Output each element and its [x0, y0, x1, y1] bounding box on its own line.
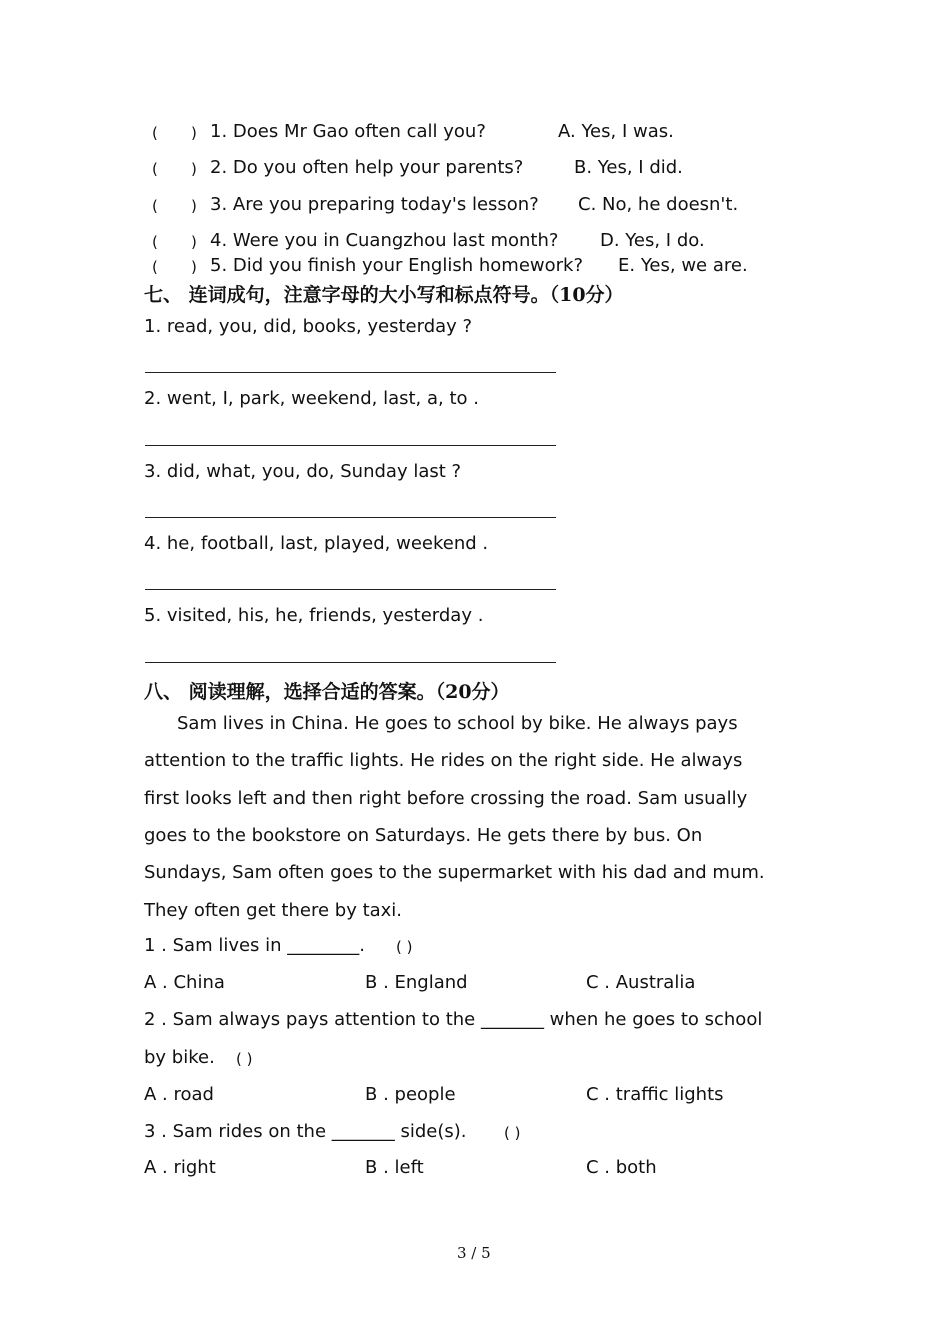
question-2-text-cont: by bike.: [144, 1047, 215, 1068]
section-7-title: 七、 连词成句，注意字母的大小写和标点符号。（10分）: [144, 284, 624, 306]
answer-paren[interactable]: ( ): [396, 938, 413, 956]
question-3-text: 3 . Sam rides on the _______ side(s).: [144, 1121, 467, 1142]
matching-question: 1. Does Mr Gao often call you?: [210, 121, 486, 142]
answer-line[interactable]: [145, 517, 556, 518]
page-number: 3 / 5: [457, 1244, 491, 1262]
answer-paren-open: (: [152, 124, 158, 142]
option-c[interactable]: C . Australia: [586, 972, 696, 993]
option-a[interactable]: A . road: [144, 1084, 214, 1105]
option-b[interactable]: B . people: [365, 1084, 456, 1105]
answer-paren-open: (: [152, 233, 158, 251]
answer-paren-close: ): [191, 233, 197, 251]
option-a[interactable]: A . right: [144, 1157, 216, 1178]
matching-answer: B. Yes, I did.: [574, 157, 683, 178]
passage-line: goes to the bookstore on Saturdays. He gets there by bus. On: [144, 825, 703, 846]
matching-answer: E. Yes, we are.: [618, 255, 748, 276]
answer-paren[interactable]: ( ): [236, 1050, 253, 1068]
matching-question: 2. Do you often help your parents?: [210, 157, 524, 178]
matching-question: 4. Were you in Cuangzhou last month?: [210, 230, 559, 251]
matching-answer: A. Yes, I was.: [558, 121, 674, 142]
answer-paren-close: ): [191, 258, 197, 276]
option-b[interactable]: B . England: [365, 972, 468, 993]
matching-answer: D. Yes, I do.: [600, 230, 705, 251]
passage-line: attention to the traffic lights. He rides on the right side. He always: [144, 750, 743, 771]
answer-line[interactable]: [145, 372, 556, 373]
answer-line[interactable]: [145, 662, 556, 663]
matching-question: 3. Are you preparing today's lesson?: [210, 194, 539, 215]
answer-paren-close: ): [191, 197, 197, 215]
question-2-text: 2 . Sam always pays attention to the _______ when he goes to school: [144, 1009, 763, 1030]
question-1-text: 1 . Sam lives in ________.: [144, 935, 366, 956]
answer-paren-open: (: [152, 197, 158, 215]
scrambled-sentence: 2. went, I, park, weekend, last, a, to .: [144, 388, 479, 409]
answer-paren-open: (: [152, 160, 158, 178]
section-8-title: 八、 阅读理解，选择合适的答案。（20分）: [144, 681, 510, 703]
option-b[interactable]: B . left: [365, 1157, 424, 1178]
option-a[interactable]: A . China: [144, 972, 225, 993]
scrambled-sentence: 1. read, you, did, books, yesterday ?: [144, 316, 473, 337]
answer-paren-close: ): [191, 160, 197, 178]
passage-line: They often get there by taxi.: [144, 900, 403, 921]
answer-line[interactable]: [145, 445, 556, 446]
matching-question: 5. Did you finish your English homework?: [210, 255, 584, 276]
passage-line: first looks left and then right before crossing the road. Sam usually: [144, 788, 748, 809]
answer-paren-open: (: [152, 258, 158, 276]
option-c[interactable]: C . both: [586, 1157, 657, 1178]
answer-paren[interactable]: ( ): [504, 1124, 521, 1142]
answer-paren-close: ): [191, 124, 197, 142]
answer-line[interactable]: [145, 589, 556, 590]
scrambled-sentence: 3. did, what, you, do, Sunday last ?: [144, 461, 462, 482]
passage-line: Sam lives in China. He goes to school by bike. He always pays: [177, 713, 738, 734]
matching-answer: C. No, he doesn't.: [578, 194, 739, 215]
passage-line: Sundays, Sam often goes to the supermarket with his dad and mum.: [144, 862, 765, 883]
option-c[interactable]: C . traffic lights: [586, 1084, 724, 1105]
scrambled-sentence: 5. visited, his, he, friends, yesterday .: [144, 605, 484, 626]
scrambled-sentence: 4. he, football, last, played, weekend .: [144, 533, 489, 554]
